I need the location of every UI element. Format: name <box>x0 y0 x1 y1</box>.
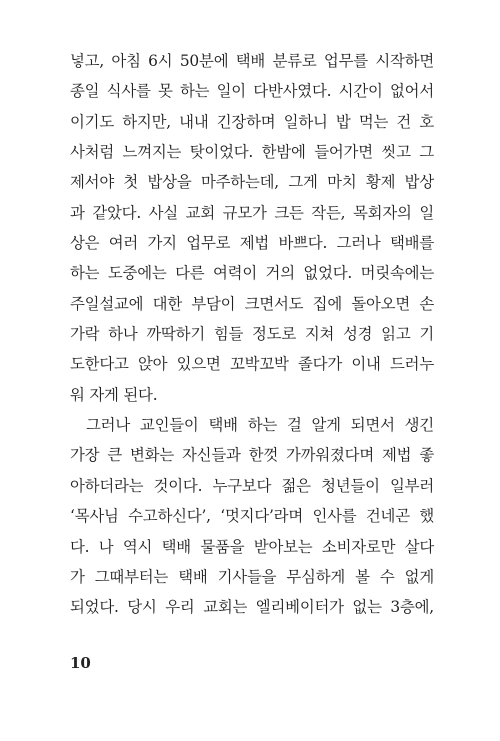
text-line: 하는 도중에는 다른 여력이 거의 없었다. 머릿속에는 <box>70 264 434 283</box>
text-line: 되었다. 당시 우리 교회는 엘리베이터가 없는 3층에, <box>70 598 434 617</box>
text-line: 가장 큰 변화는 자신들과 한껏 가까워졌다며 제법 좋 <box>70 446 434 465</box>
text-line: ‘목사님 수고하신다’, ‘멋지다’라며 인사를 건네곤 했 <box>70 507 434 526</box>
text-line: 아하더라는 것이다. 누구보다 젊은 청년들이 일부러 <box>70 476 434 495</box>
text-line: 과 같았다. 사실 교회 규모가 크든 작든, 목회자의 일 <box>70 203 434 222</box>
text-line: 워 자게 된다. <box>70 385 158 404</box>
text-line: 가락 하나 까딱하기 힘들 정도로 지쳐 성경 읽고 기 <box>70 325 434 344</box>
text-line: 이기도 하지만, 내내 긴장하며 일하니 밥 먹는 건 호 <box>70 112 434 131</box>
text-line: 다. 나 역시 택배 물품을 받아보는 소비자로만 살다 <box>70 537 434 556</box>
text-line: 종일 식사를 못 하는 일이 다반사였다. 시간이 없어서 <box>70 82 434 101</box>
text-line: 넣고, 아침 6시 50분에 택배 분류로 업무를 시작하면 <box>70 52 434 70</box>
body-text <box>70 46 434 623</box>
page-number: 10 <box>70 654 91 672</box>
text-line: 그러나 교인들이 택배 하는 걸 알게 되면서 생긴 <box>86 416 434 435</box>
text-line: 주일설교에 대한 부담이 크면서도 집에 돌아오면 손 <box>70 294 434 313</box>
text-line: 사처럼 느껴지는 탓이었다. 한밤에 들어가면 씻고 그 <box>70 143 434 162</box>
text-line: 가 그때부터는 택배 기사들을 무심하게 볼 수 없게 <box>70 567 434 586</box>
text-line: 상은 여러 가지 업무로 제법 바쁘다. 그러나 택배를 <box>70 234 434 253</box>
text-line: 제서야 첫 밥상을 마주하는데, 그게 마치 황제 밥상 <box>70 173 434 192</box>
text-line: 도한다고 앉아 있으면 꼬박꼬박 졸다가 이내 드러누 <box>70 355 434 374</box>
